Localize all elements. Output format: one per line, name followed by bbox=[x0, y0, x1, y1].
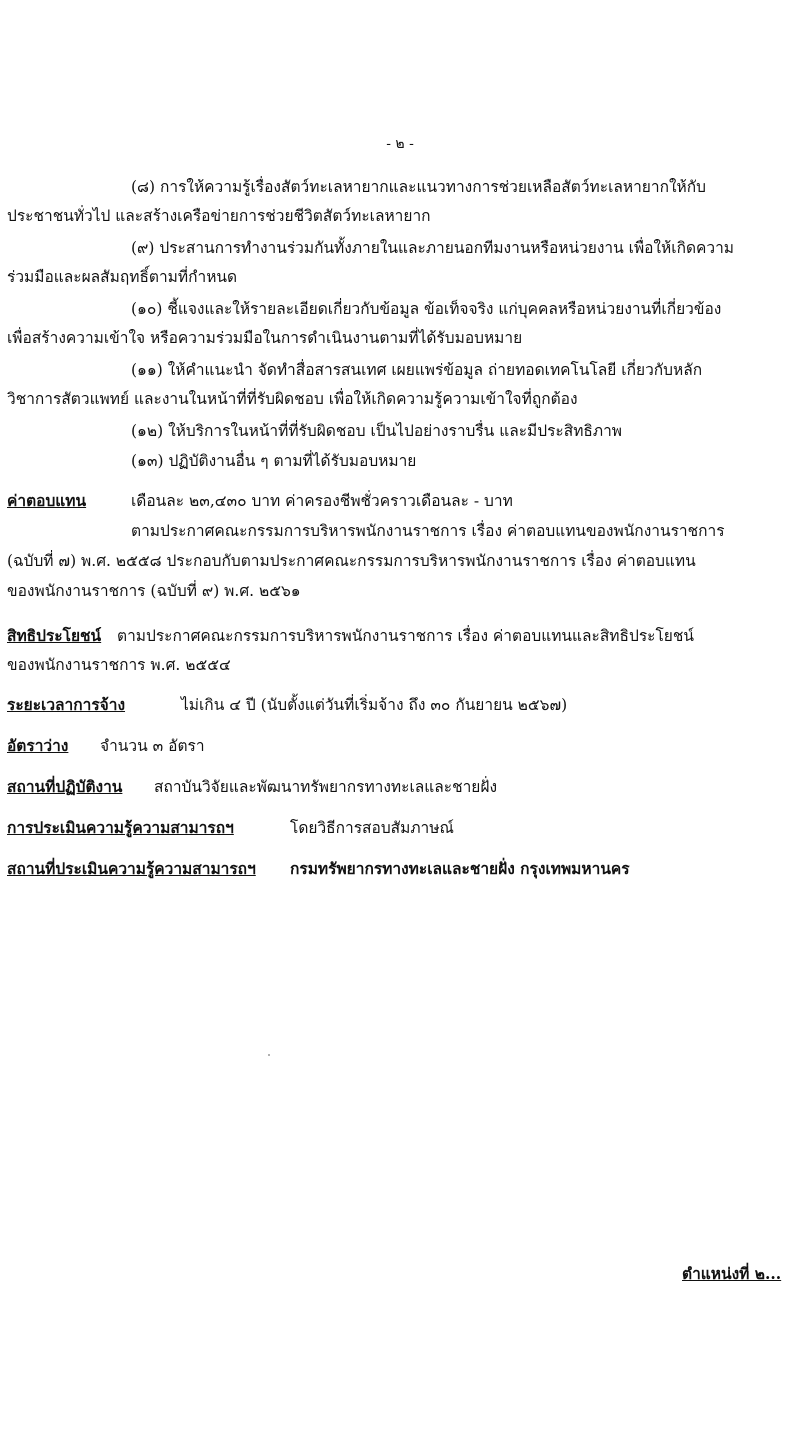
duty-item-12: (๑๒) ให้บริการในหน้าที่ที่รับผิดชอบ เป็นไปอย่างราบรื่น และมีประสิทธิภาพ bbox=[131, 422, 623, 440]
assessment-place-label: สถานที่ประเมินความรู้ความสามารถฯ bbox=[7, 859, 256, 878]
compensation-label: ค่าตอบแทน bbox=[7, 491, 87, 510]
workplace-label: สถานที่ปฏิบัติงาน bbox=[7, 777, 123, 796]
page-number: - ๒ - bbox=[386, 136, 414, 152]
duty-item-9-line2: ร่วมมือและผลสัมฤทธิ์ตามที่กำหนด bbox=[7, 268, 238, 286]
vacancies-text: จำนวน ๓ อัตรา bbox=[100, 737, 205, 755]
duty-item-10-line2: เพื่อสร้างความเข้าใจ หรือความร่วมมือในการดำเนินงานตามที่ได้รับมอบหมาย bbox=[7, 329, 523, 347]
assessment-place-text: กรมทรัพยากรทางทะเลและชายฝั่ง กรุงเทพมหานคร bbox=[290, 859, 630, 878]
scan-speck bbox=[268, 1054, 270, 1056]
benefits-text-line1: ตามประกาศคณะกรรมการบริหารพนักงานราชการ เรื่อง ค่าตอบแทนและสิทธิประโยชน์ bbox=[117, 627, 694, 645]
duty-item-13: (๑๓) ปฏิบัติงานอื่น ๆ ตามที่ได้รับมอบหมาย bbox=[131, 452, 417, 470]
employment-duration-label: ระยะเวลาการจ้าง bbox=[7, 695, 126, 714]
duty-item-11-line1: (๑๑) ให้คำแนะนำ จัดทำสื่อสารสนเทศ เผยแพร่ข้อมูล ถ่ายทอดเทคโนโลยี เกี่ยวกับหลัก bbox=[131, 361, 703, 379]
duty-item-8-line1: (๘) การให้ความรู้เรื่องสัตว์ทะเลหายากและแนวทางการช่วยเหลือสัตว์ทะเลหายากให้กับ bbox=[131, 178, 706, 196]
employment-duration-text: ไม่เกิน ๔ ปี (นับตั้งแต่วันที่เริ่มจ้าง ถึง ๓๐ กันยายน ๒๕๖๗) bbox=[181, 696, 568, 714]
compensation-reference-line2: (ฉบับที่ ๗) พ.ศ. ๒๕๕๘ ประกอบกับตามประกาศคณะกรรมการบริหารพนักงานราชการ เรื่อง ค่าตอบแทน bbox=[7, 552, 696, 570]
duty-item-11-line2: วิชาการสัตวแพทย์ และงานในหน้าที่ที่รับผิดชอบ เพื่อให้เกิดความรู้ความเข้าใจที่ถูกต้อง bbox=[7, 390, 578, 408]
benefits-text-line2: ของพนักงานราชการ พ.ศ. ๒๕๕๔ bbox=[7, 656, 231, 674]
assessment-method-label: การประเมินความรู้ความสามารถฯ bbox=[7, 818, 234, 837]
compensation-amount: เดือนละ ๒๓,๔๓๐ บาท ค่าครองชีพชั่วคราวเดือนละ - บาท bbox=[131, 492, 513, 510]
duty-item-9-line1: (๙) ประสานการทำงานร่วมกันทั้งภายในและภายนอกทีมงานหรือหน่วยงาน เพื่อให้เกิดความ bbox=[131, 239, 735, 257]
assessment-method-text: โดยวิธีการสอบสัมภาษณ์ bbox=[290, 819, 454, 837]
compensation-reference-line1: ตามประกาศคณะกรรมการบริหารพนักงานราชการ เรื่อง ค่าตอบแทนของพนักงานราชการ bbox=[131, 522, 725, 540]
benefits-label: สิทธิประโยชน์ bbox=[7, 626, 102, 645]
duty-item-8-line2: ประชาชนทั่วไป และสร้างเครือข่ายการช่วยชีวิตสัตว์ทะเลหายาก bbox=[7, 207, 431, 225]
duty-item-10-line1: (๑๐) ชี้แจงและให้รายละเอียดเกี่ยวกับข้อมูล ข้อเท็จจริง แก่บุคคลหรือหน่วยงานที่เกี่ยวข้อง bbox=[131, 300, 722, 318]
next-page-continuation: ตำแหน่งที่ ๒... bbox=[682, 1264, 782, 1283]
workplace-text: สถาบันวิจัยและพัฒนาทรัพยากรทางทะเลและชายฝั่ง bbox=[154, 778, 498, 796]
vacancies-label: อัตราว่าง bbox=[7, 736, 69, 755]
compensation-reference-line3: ของพนักงานราชการ (ฉบับที่ ๙) พ.ศ. ๒๕๖๑ bbox=[7, 582, 301, 600]
